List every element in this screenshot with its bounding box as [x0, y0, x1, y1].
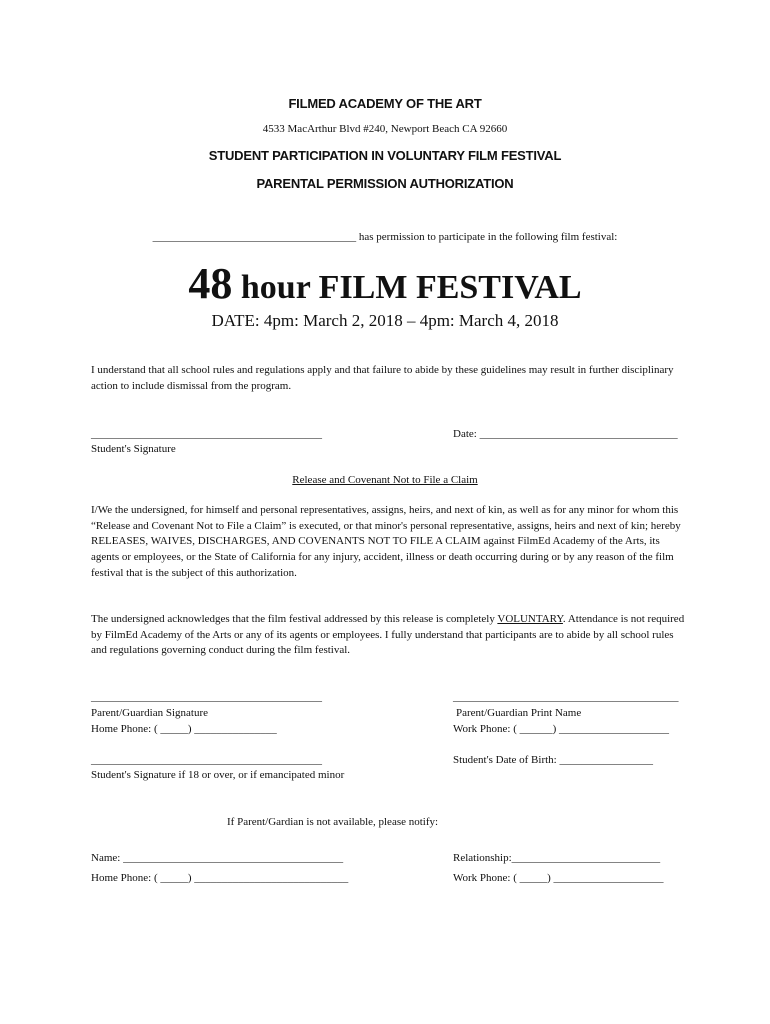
- voluntary-text-b: . Attendance is not required by FilmEd Academy of the Arts or any of its agents or employees. I fully understand that participants are to abide by all school rules and regulations governing conduct during the film festival.: [91, 613, 685, 657]
- parent-work-phone-field[interactable]: Work Phone: ( ______) ____________________: [453, 723, 670, 735]
- event-date: DATE: 4pm: March 2, 2018 – 4pm: March 4, 2018: [211, 311, 559, 330]
- student-signature-label: Student's Signature: [91, 443, 176, 455]
- notify-work-phone-field[interactable]: Work Phone: ( _____) ____________________: [453, 872, 664, 884]
- org-name: FILMED ACADEMY OF THE ART: [288, 96, 482, 111]
- notify-name-field[interactable]: Name: ________________________________________: [91, 852, 344, 864]
- student-signature-line[interactable]: __________________________________________: [91, 428, 322, 440]
- voluntary-paragraph: [91, 612, 686, 659]
- permission-line: _____________________________________ has permission to participate in the following film festival:: [152, 231, 618, 243]
- student18-signature-label: Student's Signature if 18 or over, or if emancipated minor: [91, 769, 345, 781]
- form-subtitle: PARENTAL PERMISSION AUTHORIZATION: [256, 176, 514, 191]
- notify-heading: If Parent/Gardian is not available, please notify:: [227, 816, 439, 828]
- student18-signature-line[interactable]: __________________________________________: [91, 754, 322, 766]
- event-title: [0, 258, 770, 309]
- parent-signature-line[interactable]: __________________________________________: [91, 691, 322, 703]
- voluntary-word: VOLUNTARY: [497, 613, 563, 625]
- parent-signature-label: Parent/Guardian Signature: [91, 707, 208, 719]
- parent-print-name-label: Parent/Guardian Print Name: [456, 707, 582, 719]
- event-name: hour FILM FESTIVAL: [232, 269, 582, 306]
- student-dob-field[interactable]: Student's Date of Birth: _________________: [453, 754, 653, 766]
- release-heading: Release and Covenant Not to File a Claim: [292, 474, 478, 486]
- org-address: 4533 MacArthur Blvd #240, Newport Beach CA 92660: [262, 123, 508, 135]
- parent-print-name-line[interactable]: _________________________________________: [453, 691, 679, 703]
- form-title: STUDENT PARTICIPATION IN VOLUNTARY FILM FESTIVAL: [208, 148, 562, 163]
- rules-paragraph: I understand that all school rules and regulations apply and that failure to abide by these guidelines may result in further disciplinary action to include dismissal from the program.: [91, 364, 674, 392]
- notify-home-phone-field[interactable]: Home Phone: ( _____) ____________________________: [91, 872, 349, 884]
- date-field[interactable]: Date: ____________________________________: [453, 428, 678, 440]
- parent-home-phone-field[interactable]: Home Phone: ( _____) _______________: [91, 723, 277, 735]
- event-number: 48: [188, 259, 233, 308]
- voluntary-text-a: The undersigned acknowledges that the film festival addressed by this release is completely: [91, 613, 498, 625]
- notify-relationship-field[interactable]: Relationship:___________________________: [453, 852, 661, 864]
- release-paragraph: I/We the undersigned, for himself and personal representatives, assigns, heirs, and next of kin, as well as for any minor for whom this “Release and Covenant Not to File a Claim” is executed, or that minor's personal representative, assigns, heirs and next of kin; hereby RELEASES, WAIVES, DISCHARGES, AND COVENANTS NOT TO FILE A CLAIM against FilmEd Academy of the Arts, its agents or employees, or the State of California for any injury, accident, illness or death occurring during or by any reason of the film festival that is the subject of this authorization.: [91, 504, 681, 579]
